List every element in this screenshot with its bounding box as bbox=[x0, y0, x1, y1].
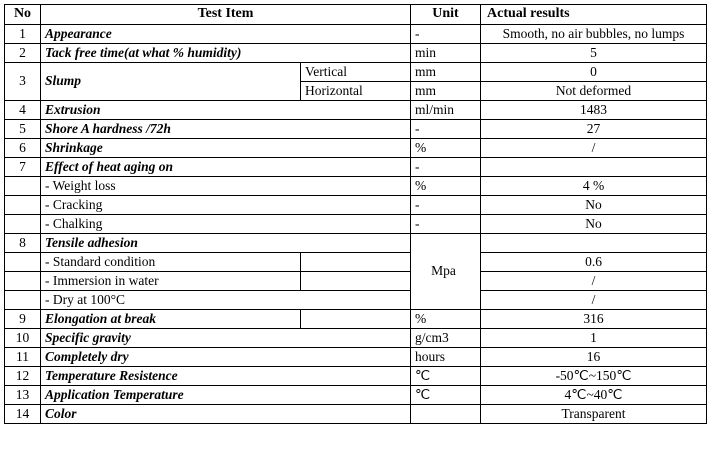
row-result bbox=[481, 157, 707, 176]
row-no: 12 bbox=[5, 366, 41, 385]
row-no: 5 bbox=[5, 119, 41, 138]
row-no bbox=[5, 290, 41, 309]
header-test-item: Test Item bbox=[41, 5, 411, 25]
row-item: - Weight loss bbox=[41, 176, 411, 195]
row-item: - Standard condition bbox=[41, 252, 301, 271]
row-subitem-blank bbox=[301, 309, 411, 328]
table-row bbox=[5, 328, 707, 347]
row-no: 13 bbox=[5, 385, 41, 404]
row-item: Effect of heat aging on bbox=[41, 157, 411, 176]
row-item: Shore A hardness /72h bbox=[41, 119, 411, 138]
table-row bbox=[5, 138, 707, 157]
row-unit: ℃ bbox=[411, 385, 481, 404]
row-unit: - bbox=[411, 214, 481, 233]
row-no: 11 bbox=[5, 347, 41, 366]
table-row bbox=[5, 233, 707, 252]
row-result: Transparent bbox=[481, 404, 707, 423]
row-result: 5 bbox=[481, 43, 707, 62]
row-result: 1483 bbox=[481, 100, 707, 119]
row-item: Completely dry bbox=[41, 347, 411, 366]
row-unit: - bbox=[411, 119, 481, 138]
row-unit: min bbox=[411, 43, 481, 62]
row-result: / bbox=[481, 290, 707, 309]
row-no: 10 bbox=[5, 328, 41, 347]
row-unit: % bbox=[411, 138, 481, 157]
row-item: - Dry at 100°C bbox=[41, 290, 411, 309]
row-item: Tensile adhesion bbox=[41, 233, 411, 252]
row-item: Specific gravity bbox=[41, 328, 411, 347]
row-unit: - bbox=[411, 24, 481, 43]
table-row bbox=[5, 252, 707, 271]
table-row bbox=[5, 176, 707, 195]
row-result: 16 bbox=[481, 347, 707, 366]
row-no: 4 bbox=[5, 100, 41, 119]
row-item: Slump bbox=[41, 62, 301, 100]
row-result bbox=[481, 233, 707, 252]
row-result: 0.6 bbox=[481, 252, 707, 271]
row-no: 6 bbox=[5, 138, 41, 157]
header-unit: Unit bbox=[411, 5, 481, 25]
table-body bbox=[5, 24, 707, 423]
row-result: 27 bbox=[481, 119, 707, 138]
row-no bbox=[5, 195, 41, 214]
row-item: Extrusion bbox=[41, 100, 411, 119]
table-row bbox=[5, 366, 707, 385]
row-unit: hours bbox=[411, 347, 481, 366]
row-item: Application Temperature bbox=[41, 385, 411, 404]
table-row bbox=[5, 195, 707, 214]
row-result: 316 bbox=[481, 309, 707, 328]
table-row bbox=[5, 290, 707, 309]
table-row bbox=[5, 157, 707, 176]
row-no bbox=[5, 271, 41, 290]
row-no: 3 bbox=[5, 62, 41, 100]
row-result: No bbox=[481, 195, 707, 214]
row-no bbox=[5, 214, 41, 233]
row-result: / bbox=[481, 271, 707, 290]
row-unit: - bbox=[411, 195, 481, 214]
table-row bbox=[5, 119, 707, 138]
row-no: 7 bbox=[5, 157, 41, 176]
row-result: Smooth, no air bubbles, no lumps bbox=[481, 24, 707, 43]
row-no bbox=[5, 252, 41, 271]
row-no: 8 bbox=[5, 233, 41, 252]
row-item: - Immersion in water bbox=[41, 271, 301, 290]
row-unit: - bbox=[411, 157, 481, 176]
table-row bbox=[5, 385, 707, 404]
row-unit: ℃ bbox=[411, 366, 481, 385]
table-row bbox=[5, 24, 707, 43]
row-unit: g/cm3 bbox=[411, 328, 481, 347]
table-row bbox=[5, 309, 707, 328]
row-no bbox=[5, 176, 41, 195]
row-result: -50℃~150℃ bbox=[481, 366, 707, 385]
row-item: - Chalking bbox=[41, 214, 411, 233]
table-row bbox=[5, 347, 707, 366]
row-no: 14 bbox=[5, 404, 41, 423]
row-unit: ml/min bbox=[411, 100, 481, 119]
table-row bbox=[5, 100, 707, 119]
row-unit: % bbox=[411, 176, 481, 195]
row-item: Shrinkage bbox=[41, 138, 411, 157]
row-item: Elongation at break bbox=[41, 309, 301, 328]
row-result: 0 bbox=[481, 62, 707, 81]
row-unit: mm bbox=[411, 81, 481, 100]
table-row bbox=[5, 404, 707, 423]
row-unit: % bbox=[411, 309, 481, 328]
row-no: 2 bbox=[5, 43, 41, 62]
row-subitem: Horizontal bbox=[301, 81, 411, 100]
table-row bbox=[5, 271, 707, 290]
row-item: Temperature Resistence bbox=[41, 366, 411, 385]
row-unit: mm bbox=[411, 62, 481, 81]
row-result: 1 bbox=[481, 328, 707, 347]
spec-sheet bbox=[0, 4, 712, 458]
row-result: 4 % bbox=[481, 176, 707, 195]
row-item: Tack free time(at what % humidity) bbox=[41, 43, 411, 62]
row-unit bbox=[411, 404, 481, 423]
row-result: 4℃~40℃ bbox=[481, 385, 707, 404]
row-subitem-blank bbox=[301, 252, 411, 271]
row-item: Appearance bbox=[41, 24, 411, 43]
header-no: No bbox=[5, 5, 41, 25]
row-subitem-blank bbox=[301, 271, 411, 290]
test-results-table bbox=[4, 4, 707, 424]
table-row bbox=[5, 62, 707, 81]
row-item: - Cracking bbox=[41, 195, 411, 214]
row-no: 9 bbox=[5, 309, 41, 328]
table-row bbox=[5, 214, 707, 233]
table-header-row bbox=[5, 5, 707, 25]
row-result: No bbox=[481, 214, 707, 233]
row-subitem: Vertical bbox=[301, 62, 411, 81]
row-item: Color bbox=[41, 404, 411, 423]
row-unit: Mpa bbox=[411, 233, 481, 309]
row-no: 1 bbox=[5, 24, 41, 43]
header-actual-results: Actual results bbox=[481, 5, 707, 25]
row-result: Not deformed bbox=[481, 81, 707, 100]
row-result: / bbox=[481, 138, 707, 157]
table-row bbox=[5, 43, 707, 62]
